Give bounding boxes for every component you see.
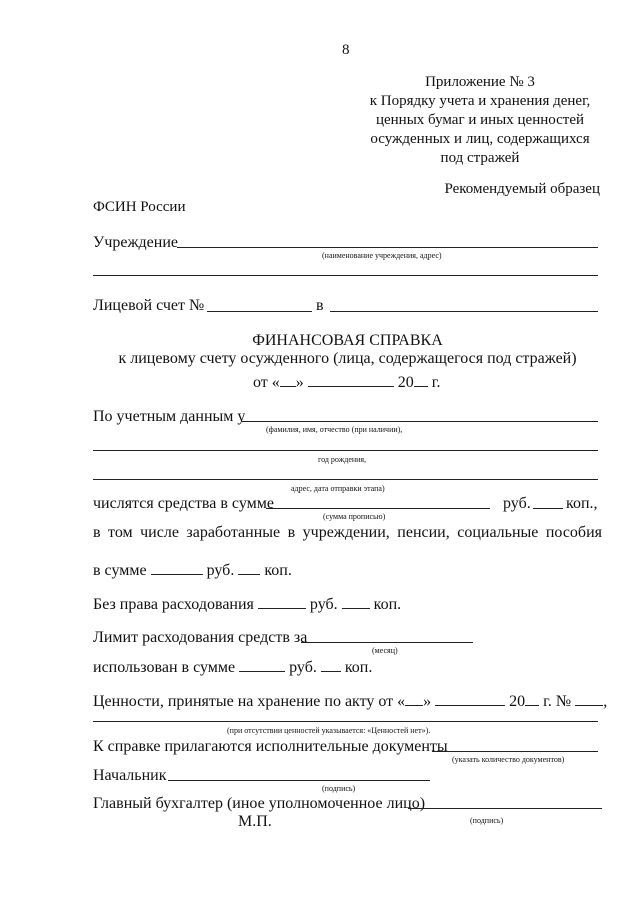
funds-caption: (сумма прописью): [323, 512, 386, 521]
date-close-quote: »: [295, 374, 304, 391]
account-label: Лицевой счет №: [93, 297, 205, 314]
appendix-block: [360, 73, 600, 168]
records-label: По учетным данным у: [93, 408, 246, 425]
date-day-field[interactable]: [280, 372, 296, 387]
valuables-year-prefix: 20: [509, 693, 526, 710]
chief-signature-field[interactable]: [168, 780, 430, 781]
records-name-field[interactable]: [241, 421, 598, 422]
used-rub-field[interactable]: [239, 657, 285, 672]
valuables-label: Ценности, принятые на хранение по акту от «: [93, 693, 406, 710]
appendix-line-3: осужденных и лиц, содержащихся: [370, 131, 590, 147]
valuables-caption: (при отсутствии ценностей указывается: «Ценностей нет»).: [227, 726, 431, 735]
accountant-label: Главный бухгалтер (иное уполномоченное лицо): [93, 795, 426, 812]
in-sum-kop-field[interactable]: [238, 560, 260, 575]
date-from-label: от «: [253, 374, 280, 391]
no-spend-rub-field[interactable]: [258, 594, 306, 609]
appendix-title: Приложение № 3: [425, 74, 535, 90]
funds-label: числятся средства в сумме: [93, 495, 274, 512]
in-sum-rub-field[interactable]: [151, 560, 203, 575]
date-year-suffix: г.: [431, 374, 441, 391]
limit-month-field[interactable]: [301, 642, 473, 643]
valuables-month-field[interactable]: [435, 691, 505, 706]
no-spend-line: [93, 594, 401, 614]
no-spend-rub: руб.: [309, 596, 338, 613]
institution-field[interactable]: [177, 247, 598, 248]
appendix-line-1: к Порядку учета и хранения денег,: [369, 93, 591, 109]
including-text: в том числе заработанные в учреждении, пенсии, социальные пособия: [93, 524, 602, 541]
date-month-field[interactable]: [308, 372, 394, 387]
institution-field-2[interactable]: [93, 275, 598, 276]
funds-kop: коп.,: [566, 495, 598, 512]
in-sum-label: в сумме: [93, 562, 147, 579]
used-rub: руб.: [289, 659, 317, 676]
no-spend-kop: коп.: [373, 596, 402, 613]
date-year-prefix: 20: [397, 374, 414, 391]
valuables-field-2[interactable]: [93, 721, 598, 722]
org-name: ФСИН России: [93, 199, 186, 215]
account-bank-field[interactable]: [330, 311, 598, 312]
used-label: использован в сумме: [93, 659, 236, 676]
chief-label: Начальник: [93, 767, 167, 784]
attached-count-field[interactable]: [432, 751, 598, 752]
records-birth-caption: год рождения,: [318, 455, 367, 464]
attached-caption: (указать количество документов): [452, 755, 565, 764]
chief-caption: (подпись): [322, 784, 356, 793]
stamp-place: М.П.: [238, 813, 272, 830]
valuables-comma: ,: [603, 693, 608, 710]
attached-label: К справке прилагаются исполнительные документы: [93, 738, 448, 755]
account-in-label: в: [316, 297, 324, 314]
doc-title: ФИНАНСОВАЯ СПРАВКА: [252, 332, 443, 349]
valuables-day-field[interactable]: [405, 691, 423, 706]
in-sum-line: [93, 560, 292, 580]
records-address-field[interactable]: [93, 479, 598, 480]
doc-subtitle: к лицевому счету осужденного (лица, содержащегося под стражей): [118, 350, 577, 367]
records-name-caption: (фамилия, имя, отчество (при наличии),: [266, 425, 403, 434]
valuables-close-quote: »: [423, 693, 432, 710]
in-sum-rub: руб.: [206, 562, 235, 579]
institution-label: Учреждение: [93, 234, 178, 251]
records-address-caption: адрес, дата отправки этапа): [291, 484, 385, 493]
accountant-signature-field[interactable]: [408, 808, 602, 809]
limit-label: Лимит расходования средств за: [93, 629, 308, 646]
valuables-number-field[interactable]: [575, 691, 603, 706]
used-kop-field[interactable]: [321, 657, 341, 672]
no-spend-label: Без права расходования: [93, 596, 254, 613]
account-number-field[interactable]: [207, 311, 312, 312]
appendix-line-2: ценных бумаг и иных ценностей: [375, 112, 585, 128]
used-kop: коп.: [344, 659, 373, 676]
date-line: [253, 372, 441, 392]
appendix-line-4: под стражей: [440, 150, 520, 166]
recommended-sample: Рекомендуемый образец: [444, 181, 600, 197]
page-number: 8: [342, 42, 350, 58]
funds-amount-field[interactable]: [266, 508, 490, 509]
funds-kop-field[interactable]: [533, 508, 563, 509]
funds-rub: руб.: [503, 495, 531, 512]
date-year-field[interactable]: [414, 372, 428, 387]
no-spend-kop-field[interactable]: [342, 594, 370, 609]
in-sum-kop: коп.: [264, 562, 292, 579]
valuables-suffix: г. №: [543, 693, 572, 710]
valuables-year-field[interactable]: [525, 691, 539, 706]
valuables-line: [93, 691, 607, 711]
institution-caption: (наименование учреждения, адрес): [322, 251, 442, 260]
limit-caption: (месяц): [372, 646, 398, 655]
accountant-caption: (подпись): [470, 816, 504, 825]
records-birth-field[interactable]: [93, 450, 598, 451]
used-line: [93, 657, 372, 677]
